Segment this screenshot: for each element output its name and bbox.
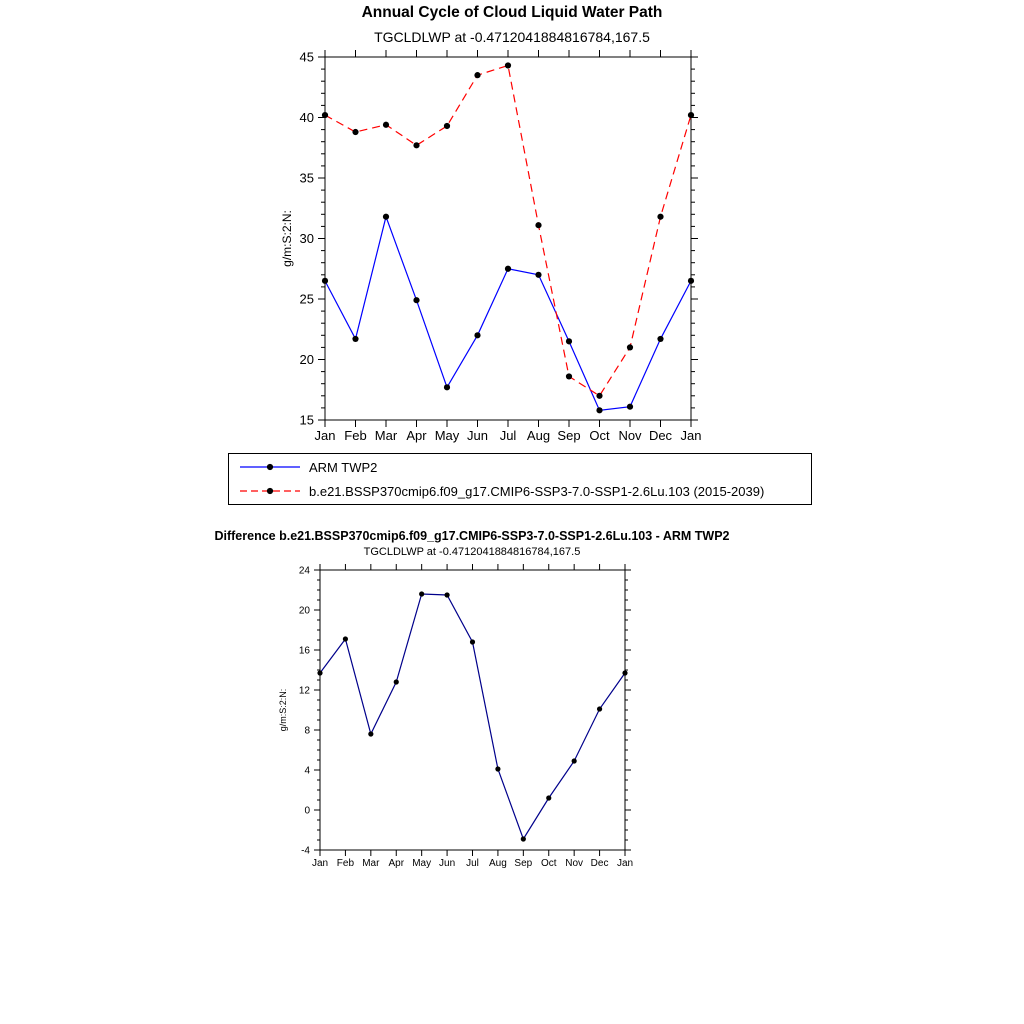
svg-text:12: 12: [298, 685, 310, 697]
difference-plot: [260, 558, 690, 888]
svg-text:Jun: Jun: [467, 428, 488, 443]
svg-text:20: 20: [299, 352, 314, 368]
svg-text:Jul: Jul: [466, 858, 479, 869]
svg-text:Sep: Sep: [557, 428, 581, 443]
svg-text:g/m:S:2:N:: g/m:S:2:N:: [278, 688, 288, 732]
svg-text:Aug: Aug: [526, 428, 551, 443]
svg-text:35: 35: [299, 170, 314, 186]
svg-text:45: 45: [299, 49, 314, 65]
svg-text:Jun: Jun: [439, 858, 456, 869]
svg-text:Dec: Dec: [590, 858, 609, 869]
svg-text:16: 16: [298, 645, 310, 657]
svg-text:24: 24: [298, 565, 310, 577]
svg-text:15: 15: [299, 412, 314, 428]
svg-text:Mar: Mar: [362, 858, 380, 869]
legend-line-sample-model: [239, 485, 301, 497]
legend-label-model: b.e21.BSSP370cmip6.f09_g17.CMIP6-SSP3-7.0-SSP1-2.6Lu.103 (2015-2039): [309, 483, 765, 499]
legend-item-model: [239, 480, 811, 502]
top-chart-title: Annual Cycle of Cloud Liquid Water Path: [361, 4, 663, 21]
svg-text:May: May: [412, 858, 432, 869]
svg-text:-4: -4: [301, 845, 310, 857]
svg-text:Dec: Dec: [648, 428, 673, 443]
svg-text:Feb: Feb: [336, 858, 355, 869]
legend-line-sample-obs: [239, 461, 301, 473]
svg-text:May: May: [434, 428, 460, 443]
svg-text:0: 0: [304, 805, 310, 817]
svg-text:Jan: Jan: [680, 428, 702, 443]
svg-text:Jan: Jan: [311, 858, 329, 869]
svg-text:g/m:S:2:N:: g/m:S:2:N:: [280, 210, 294, 267]
legend: [228, 453, 812, 505]
svg-text:30: 30: [299, 231, 314, 247]
difference-chart-title: Difference b.e21.BSSP370cmip6.f09_g17.CMIP6-SSP3-7.0-SSP1-2.6Lu.103 - ARM TWP2: [214, 529, 730, 543]
svg-text:40: 40: [299, 110, 314, 126]
svg-text:Jan: Jan: [314, 428, 336, 443]
top-chart-subtitle: TGCLDLWP at -0.4712041884816784,167.5: [374, 29, 650, 45]
svg-text:Jul: Jul: [499, 428, 517, 443]
svg-text:Jan: Jan: [616, 858, 634, 869]
legend-marker-dot: [267, 488, 273, 494]
svg-text:Apr: Apr: [388, 858, 405, 869]
svg-text:Feb: Feb: [344, 428, 367, 443]
legend-marker-dot: [267, 464, 273, 470]
svg-text:25: 25: [299, 291, 314, 307]
legend-item-obs: [239, 456, 811, 478]
svg-text:Sep: Sep: [514, 858, 533, 869]
svg-text:Nov: Nov: [565, 858, 584, 869]
difference-chart-subtitle: TGCLDLWP at -0.4712041884816784,167.5: [363, 546, 581, 558]
svg-text:20: 20: [298, 605, 310, 617]
svg-text:Apr: Apr: [406, 428, 427, 443]
svg-text:Nov: Nov: [618, 428, 642, 443]
svg-text:4: 4: [304, 765, 310, 777]
svg-text:Oct: Oct: [589, 428, 610, 443]
annual-cycle-plot: [250, 43, 770, 443]
svg-text:Aug: Aug: [489, 858, 507, 869]
svg-text:Mar: Mar: [374, 428, 398, 443]
svg-text:8: 8: [304, 725, 310, 737]
legend-label-obs: ARM TWP2: [309, 459, 378, 475]
svg-text:Oct: Oct: [540, 858, 557, 869]
